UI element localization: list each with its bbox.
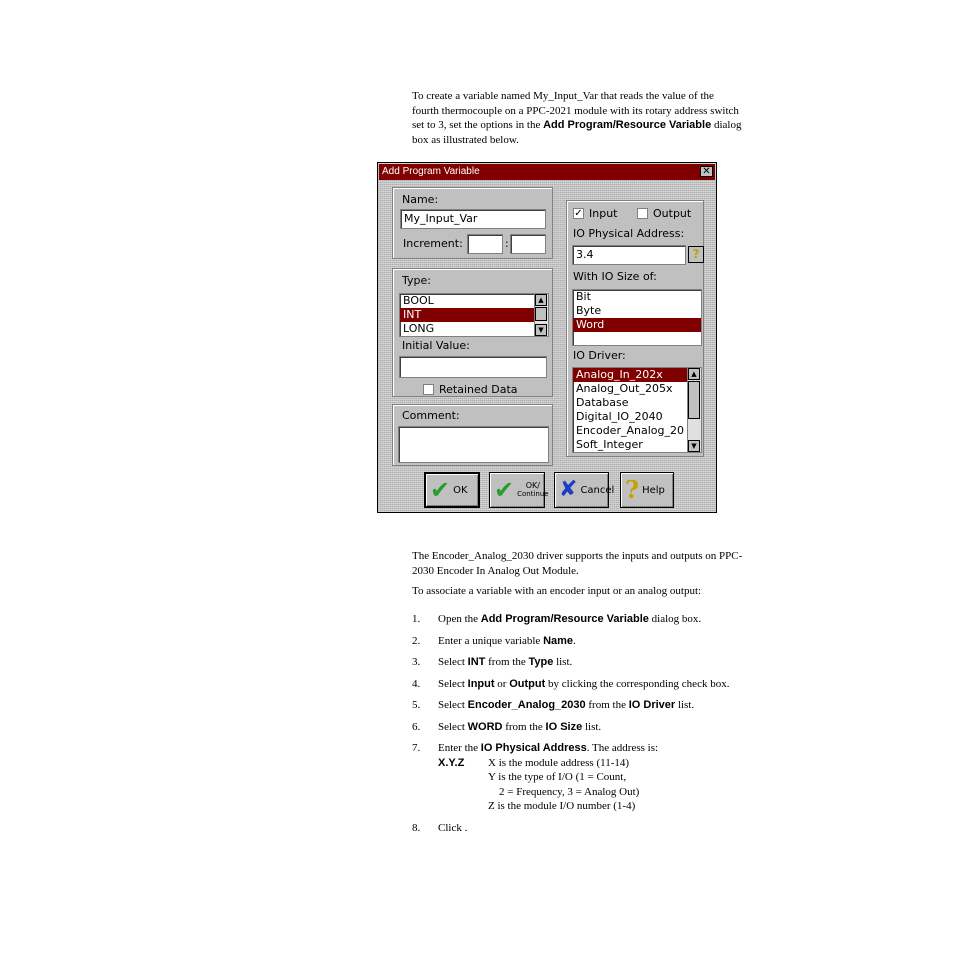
- step-item: [412, 655, 752, 670]
- step-bold-term: IO Driver: [628, 699, 676, 711]
- output-label: Output: [653, 207, 692, 220]
- cancel-button[interactable]: [554, 472, 615, 508]
- step-text: list.: [675, 699, 695, 711]
- ok-continue-line-1: OK/: [525, 481, 540, 490]
- step-text: list.: [553, 656, 573, 668]
- step-item: [412, 821, 752, 836]
- initial-value-label: Initial Value:: [402, 339, 470, 352]
- step-text: Select: [438, 677, 468, 690]
- step-item: [412, 634, 752, 649]
- io-driver-list-item[interactable]: Analog_Out_205x: [576, 382, 673, 395]
- step-bold-term: Name: [543, 634, 574, 647]
- io-driver-listbox[interactable]: [572, 367, 702, 453]
- step-text: list.: [582, 720, 602, 733]
- io-size-items: [573, 290, 701, 332]
- ok-label: OK: [453, 484, 468, 496]
- ok-button[interactable]: [424, 472, 480, 508]
- intro-text-2: dialog box as illustrated below.: [412, 119, 742, 146]
- add-program-variable-dialog: [377, 162, 717, 513]
- step-text: Select: [438, 720, 468, 733]
- io-size-list-item[interactable]: Byte: [576, 304, 602, 317]
- io-address-input[interactable]: 3.4: [572, 245, 686, 265]
- increment-field-a[interactable]: [467, 234, 503, 254]
- comment-input[interactable]: [398, 426, 549, 463]
- address-format: [438, 756, 752, 814]
- type-group: [392, 268, 553, 397]
- type-list-item[interactable]: INT: [400, 308, 548, 322]
- question-icon: ?: [692, 247, 700, 261]
- step-text: dialog box.: [648, 613, 702, 625]
- input-label: Input: [589, 207, 618, 220]
- io-group: [566, 200, 704, 457]
- io-size-listbox[interactable]: [572, 289, 702, 346]
- type-listbox[interactable]: [399, 293, 549, 337]
- step-number: 2.: [412, 634, 421, 647]
- comment-label: Comment:: [402, 409, 460, 422]
- name-group: [392, 187, 553, 259]
- increment-separator: :: [505, 237, 509, 250]
- initial-value-input[interactable]: [399, 356, 547, 378]
- step-text: Select: [438, 699, 468, 711]
- io-address-help-button[interactable]: [688, 246, 704, 263]
- scroll-thumb[interactable]: [688, 381, 700, 419]
- step-item: [412, 612, 752, 627]
- close-button[interactable]: [700, 166, 713, 177]
- driver-paragraph: The Encoder_Analog_2030 driver supports the inputs and outputs on PPC-2030 Encoder In Analog Out Module.: [412, 550, 743, 577]
- step-bold-term: Add Program/Resource Variable: [480, 613, 649, 625]
- association-paragraph: To associate a variable with an encoder input or an analog output:: [412, 585, 702, 597]
- step-bold-term: IO Size: [545, 720, 583, 733]
- help-label: Help: [642, 484, 665, 496]
- scroll-up-icon[interactable]: ▲: [535, 294, 547, 306]
- output-checkbox[interactable]: [637, 208, 648, 219]
- io-size-list-item[interactable]: Word: [573, 318, 701, 332]
- comment-group: [392, 404, 553, 466]
- scroll-thumb[interactable]: [535, 307, 547, 321]
- step-bold-term: IO Physical Address: [480, 742, 587, 754]
- address-explanation: [488, 756, 752, 814]
- step-text: . The address is:: [586, 742, 659, 754]
- type-scrollbar[interactable]: [534, 294, 548, 336]
- step-bold-term: Type: [528, 656, 554, 668]
- step-item: [412, 677, 752, 692]
- type-list-item[interactable]: LONG: [403, 322, 435, 335]
- type-label: Type:: [402, 274, 431, 287]
- step-number: 6.: [412, 720, 421, 733]
- dialog-titlebar: [379, 164, 715, 180]
- check-icon: ✔: [430, 476, 451, 504]
- step-bold-term: INT: [467, 656, 486, 668]
- scroll-up-icon[interactable]: ▲: [688, 368, 700, 380]
- step-text: from the: [502, 720, 546, 733]
- increment-label: Increment:: [403, 237, 463, 250]
- io-size-list-item[interactable]: Bit: [576, 290, 591, 303]
- steps-list: [412, 612, 752, 842]
- scroll-down-icon[interactable]: ▼: [535, 324, 547, 336]
- io-size-label: With IO Size of:: [573, 270, 657, 283]
- step-text: Open the: [438, 613, 481, 625]
- io-driver-items: [573, 368, 701, 452]
- io-driver-list-item[interactable]: Soft_Integer: [576, 438, 643, 451]
- retained-data-checkbox[interactable]: [423, 384, 434, 395]
- address-code: X.Y.Z: [438, 756, 465, 769]
- step-number: 5.: [412, 699, 421, 711]
- io-driver-list-item[interactable]: Encoder_Analog_20: [576, 424, 684, 437]
- step-bold-term: Encoder_Analog_2030: [467, 699, 586, 711]
- type-list-item[interactable]: BOOL: [403, 294, 434, 307]
- close-icon: ✕: [702, 166, 711, 177]
- address-line: Z is the module I/O number (1-4): [488, 800, 636, 812]
- io-address-label: IO Physical Address:: [573, 227, 685, 240]
- step-bold-term: Output: [509, 677, 546, 690]
- question-icon: ?: [625, 475, 640, 504]
- dialog-title: Add Program Variable: [382, 166, 480, 177]
- cancel-label: Cancel: [580, 484, 615, 496]
- step-item: [412, 698, 752, 713]
- io-driver-label: IO Driver:: [573, 349, 626, 362]
- step-text: from the: [485, 656, 529, 668]
- step-number: 7.: [412, 742, 421, 754]
- address-line: 2 = Frequency, 3 = Analog Out): [488, 785, 640, 798]
- step-text: Select: [438, 656, 468, 668]
- step-number: 4.: [412, 677, 421, 690]
- intro-paragraph: [412, 89, 742, 147]
- step-text: Enter a unique variable: [438, 634, 544, 647]
- input-checkbox[interactable]: [573, 208, 584, 219]
- step-text: from the: [585, 699, 629, 711]
- step-text: Click: [438, 821, 462, 834]
- step-text: .: [573, 634, 576, 647]
- step-number: 8.: [412, 821, 421, 834]
- address-line: X is the module address (11-14): [488, 756, 630, 769]
- type-items: [400, 294, 548, 336]
- step-text: .: [461, 821, 468, 834]
- intro-bold-dialog-name: Add Program/Resource Variable: [543, 119, 712, 131]
- check-icon: ✔: [494, 476, 515, 504]
- step-text: by clicking the corresponding check box.: [545, 677, 730, 690]
- x-icon: ✘: [559, 477, 578, 502]
- increment-field-b[interactable]: [510, 234, 546, 254]
- step-number: 3.: [412, 656, 421, 668]
- io-driver-scrollbar[interactable]: [687, 368, 701, 452]
- name-input[interactable]: My_Input_Var: [400, 209, 546, 229]
- io-driver-list-item[interactable]: Analog_In_202x: [573, 368, 701, 382]
- step-item: [412, 720, 752, 735]
- step-number: 1.: [412, 613, 421, 625]
- ok-continue-line-2: Continue: [517, 490, 549, 498]
- step-bold-term: WORD: [467, 720, 503, 733]
- name-label: Name:: [402, 193, 439, 206]
- step-text: or: [494, 677, 510, 690]
- checkmark-icon: ✓: [574, 208, 583, 219]
- driver-description: [412, 549, 752, 605]
- step-bold-term: Input: [467, 677, 495, 690]
- scroll-down-icon[interactable]: ▼: [688, 440, 700, 452]
- ok-continue-label: [517, 481, 548, 499]
- ok-continue-button[interactable]: [489, 472, 549, 508]
- intro-text-1: To create a variable named My_Input_Var that reads the value of the fourth thermocouple on a PPC-2021 module with its rotary address switch set to 3, set the options in the: [412, 90, 739, 131]
- io-driver-list-item[interactable]: Digital_IO_2040: [576, 410, 663, 423]
- retained-data-label: Retained Data: [439, 383, 518, 396]
- address-line: Y is the type of I/O (1 = Count,: [488, 771, 627, 783]
- step-text: Enter the: [438, 742, 481, 754]
- help-button[interactable]: [620, 472, 674, 508]
- io-driver-list-item[interactable]: Database: [576, 396, 629, 409]
- step-item: [412, 741, 752, 814]
